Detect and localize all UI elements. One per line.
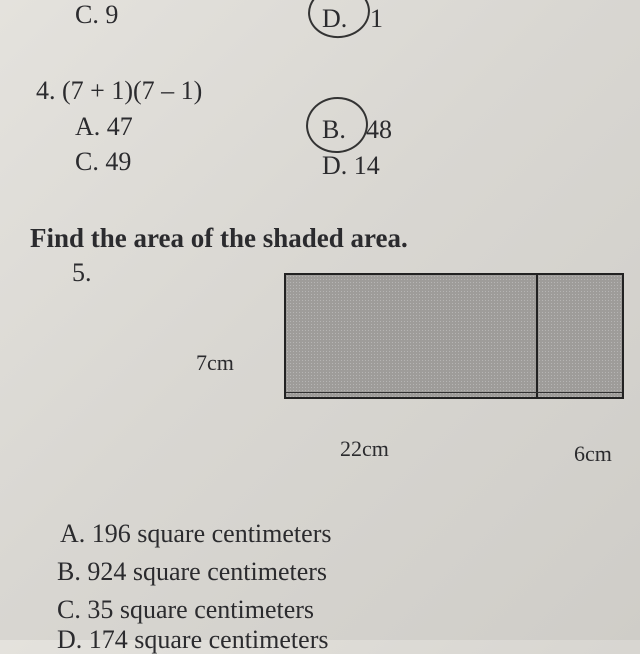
width-label-6: 6cm bbox=[574, 441, 612, 466]
answer-circle-prev bbox=[305, 0, 372, 41]
height-label: 7cm bbox=[196, 350, 234, 375]
show-through-text bbox=[352, 40, 359, 70]
prev-option-d-letter: D. bbox=[322, 4, 348, 33]
q4-option-d: D. 14 bbox=[322, 151, 380, 180]
prev-option-c: C. 9 bbox=[75, 0, 119, 29]
q4-option-a: A. 47 bbox=[75, 112, 133, 141]
answer-circle-q4 bbox=[303, 94, 371, 156]
q4-option-b-value: 48 bbox=[366, 115, 392, 144]
prev-option-d-value: 1 bbox=[370, 4, 383, 33]
shaded-rectangle bbox=[284, 273, 624, 399]
question-5-number: 5. bbox=[72, 258, 92, 287]
q4-option-c: C. 49 bbox=[75, 147, 132, 176]
q4-option-b-letter: B. bbox=[322, 115, 346, 144]
q5-option-d: D. 174 square centimeters bbox=[57, 625, 329, 654]
q5-option-c: C. 35 square centimeters bbox=[57, 595, 315, 624]
q5-option-b: B. 924 square centimeters bbox=[57, 557, 328, 586]
q5-option-a: A. 196 square centimeters bbox=[60, 519, 332, 548]
question-4-prompt: 4. (7 + 1)(7 – 1) bbox=[36, 76, 203, 105]
rectangle-divider-line bbox=[536, 275, 538, 397]
rectangle-base-line bbox=[286, 392, 622, 393]
width-label-22: 22cm bbox=[340, 436, 389, 461]
section-heading: Find the area of the shaded area. bbox=[30, 223, 408, 253]
